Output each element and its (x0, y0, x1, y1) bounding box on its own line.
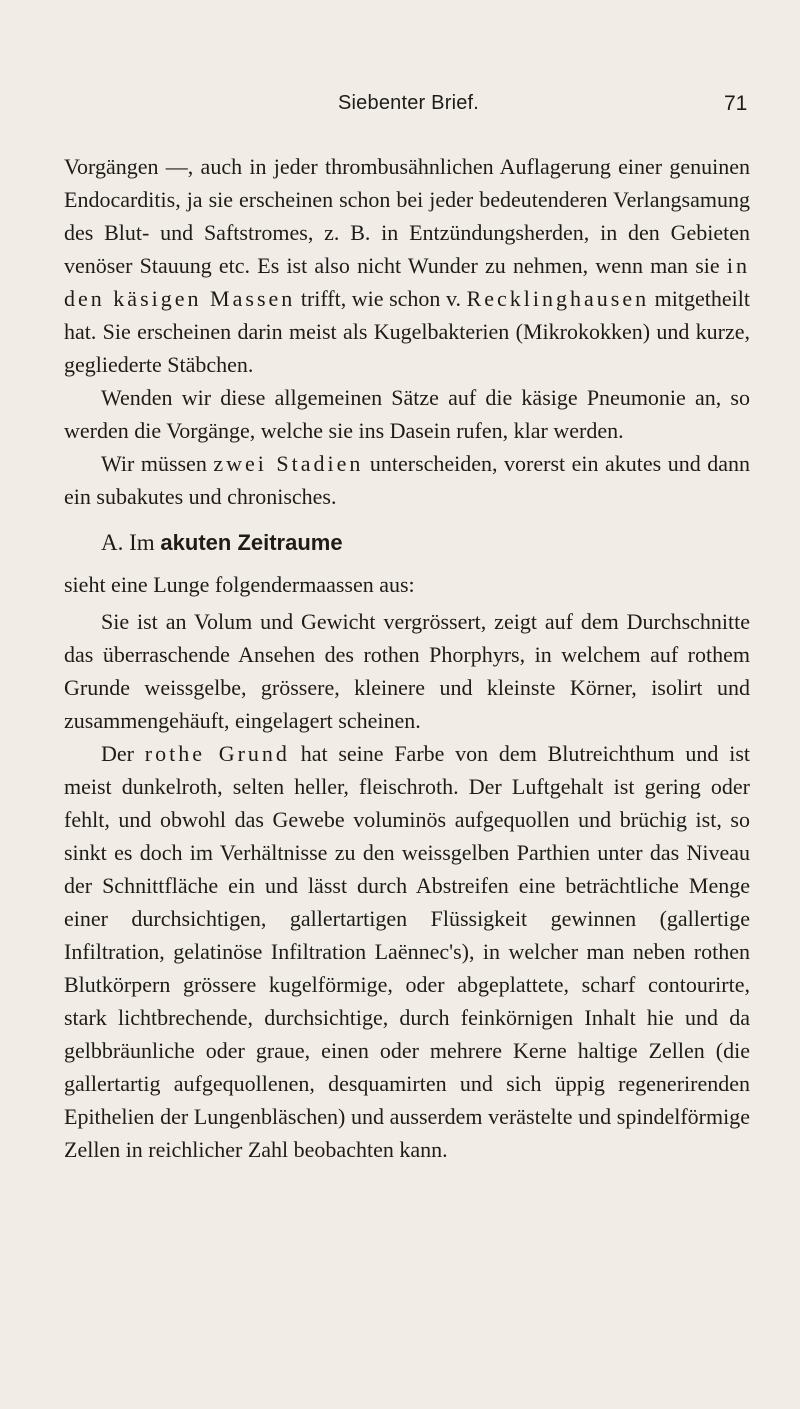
paragraph-2: Wenden wir diese allgemeinen Sätze auf die käsige Pneumonie an, so werden die Vorgänge, welche sie ins Dasein rufen, klar werden. (64, 385, 750, 443)
p1-spaced-kaesige-massen: in den käsigen Massen (64, 253, 750, 311)
p1-text-e: mitgetheilt hat. Sie erscheinen darin meist als Kugelbakterien (Mikrokokken) und kurze, gegliederte Stäbchen. (64, 286, 750, 377)
paragraph-6 (64, 737, 750, 1166)
page-number: 71 (724, 92, 748, 115)
paragraph-4: sieht eine Lunge folgendermaassen aus: (64, 572, 415, 597)
section-heading (64, 528, 750, 558)
p6-spaced-rothe-grund: rothe Grund (144, 741, 290, 766)
paragraph-3 (64, 447, 750, 513)
p6-text-a: Der (101, 741, 145, 766)
p1-text-a: Vorgängen —, auch in jeder thrombusähnlichen Auflagerung einer genuinen Endocarditis, ja sie erscheinen schon bei jeder bedeutenderen Verlangsamung des Blut- und Saftstromes, z. B. in Entzündungsherden, in den Gebieten venöser Stauung etc. Es ist also nicht Wunder zu nehmen, wenn man sie (64, 154, 750, 278)
paragraph-5: Sie ist an Volum und Gewicht vergrössert, zeigt auf dem Durchschnitte das überraschende Ansehen des rothen Phorphyrs, in welchem auf rothem Grunde weissgelbe, grössere, kleinere und kleinste Körner, isolirt und zusammengehäuft, eingelagert scheinen. (64, 609, 750, 733)
heading-prefix: A. Im (101, 530, 161, 555)
p3-spaced-zwei-stadien: zwei Stadien (213, 451, 364, 476)
body-text (64, 150, 750, 1166)
p1-text-c: trifft, wie schon v. (295, 286, 467, 311)
p3-text-c: unterscheiden, vorerst ein akutes und dann ein subakutes und chronisches. (64, 451, 751, 509)
paragraph-1 (64, 150, 750, 381)
running-head: Siebenter Brief. (338, 92, 480, 114)
p3-text-a: Wir müssen (101, 451, 214, 476)
page-header (0, 92, 800, 122)
heading-bold: akuten Zeitraume (160, 530, 343, 555)
p6-text-c: hat seine Farbe von dem Blutreichthum und ist meist dunkelroth, selten heller, fleischroth. Der Luftgehalt ist gering oder fehlt, und obwohl das Gewebe voluminös aufgequollen und brüchig ist, so sinkt es doch im Verhältnisse zu den weissgelben Parthien unter das Niveau der Schnittfläche ein und lässt durch Abstreifen eine beträchtliche Menge einer durchsichtigen, gallertartigen Flüssigkeit gewinnen (gallertige Infiltration, gelatinöse Infiltration Laënnec's), in welcher man neben rothen Blutkörpern grössere kugelförmige, oder abgeplattete, scharf contourirte, stark lichtbrechende, durchsichtige, durch feinkörnigen Inhalt hie und da gelbbräunliche oder graue, einen oder mehrere Kerne haltige Zellen (die gallertartig aufgequollenen, desquamirten und sich üppig regenerirenden Epithelien der Lungenbläschen) und ausserdem verästelte und spindelförmige Zellen in reichlicher Zahl beobachten kann. (64, 741, 750, 1162)
p1-spaced-recklinghausen: Recklinghausen (466, 286, 650, 311)
